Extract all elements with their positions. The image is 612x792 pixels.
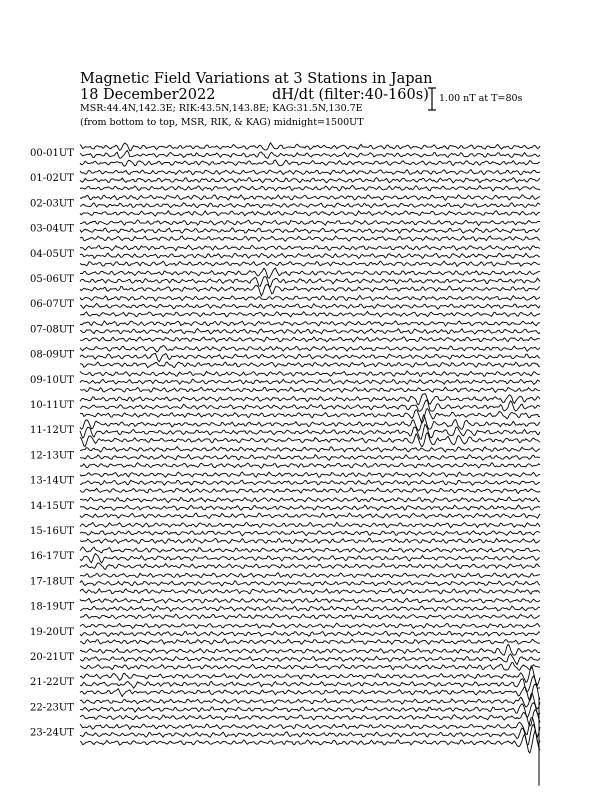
trace-msr: [80, 311, 540, 317]
hour-label: 16-17UT: [30, 551, 74, 563]
trace-kag: [80, 623, 540, 628]
trace-rik: [80, 676, 540, 692]
trace-rik: [80, 277, 540, 287]
hour-label: 00-01UT: [30, 148, 74, 159]
hour-label: 03-04UT: [30, 223, 74, 235]
trace-rik: [80, 531, 540, 536]
trace-kag: [80, 644, 540, 655]
trace-rik: [80, 554, 540, 563]
trace-rik: [80, 480, 540, 485]
trace-rik: [80, 455, 540, 461]
trace-rik: [80, 606, 540, 611]
trace-kag: [80, 346, 540, 352]
trace-rik: [80, 581, 540, 586]
trace-rik: [80, 228, 540, 233]
hour-label: 18-19UT: [30, 601, 74, 613]
trace-rik: [80, 654, 540, 665]
hour-label: 02-03UT: [30, 198, 74, 210]
trace-kag: [80, 268, 540, 278]
hour-label: 01-02UT: [30, 173, 74, 185]
trace-rik: [80, 203, 540, 208]
trace-msr: [80, 563, 540, 569]
trace-rik: [80, 725, 540, 745]
trace-kag: [80, 170, 540, 175]
hour-label: 07-08UT: [30, 324, 74, 336]
trace-msr: [80, 639, 540, 644]
trace-msr: [80, 337, 540, 342]
trace-rik: [80, 505, 540, 510]
hour-label: 22-23UT: [30, 702, 74, 714]
trace-msr: [80, 433, 540, 447]
hour-label: 12-13UT: [30, 450, 74, 462]
trace-kag: [80, 195, 540, 201]
hour-label: 23-24UT: [30, 727, 74, 739]
hour-labels: [30, 148, 74, 739]
scale-bar-label: 1.00 nT at T=80s: [439, 93, 523, 104]
trace-kag: [80, 598, 540, 603]
trace-msr: [80, 513, 540, 518]
trace-kag: [80, 497, 540, 503]
trace-msr: [80, 285, 540, 296]
trace-kag: [80, 547, 540, 553]
trace-msr: [80, 160, 540, 166]
trace-msr: [80, 463, 540, 468]
trace-kag: [80, 472, 540, 477]
hour-label: 06-07UT: [30, 299, 74, 311]
trace-kag: [80, 295, 540, 301]
hour-label: 17-18UT: [30, 576, 74, 588]
hour-label: 08-09UT: [30, 349, 74, 361]
trace-msr: [80, 731, 540, 753]
trace-kag: [80, 447, 540, 452]
trace-kag: [80, 321, 540, 326]
hour-label: 15-16UT: [30, 526, 74, 537]
trace-kag: [80, 394, 540, 405]
trace-msr: [80, 488, 540, 494]
trace-msr: [80, 614, 540, 619]
trace-msr: [80, 589, 540, 594]
trace-kag: [80, 220, 540, 226]
trace-msr: [80, 684, 540, 701]
trace-rik: [80, 178, 540, 183]
trace-msr: [80, 362, 540, 368]
trace-msr: [80, 211, 540, 217]
filter-label: dH/dt (filter:40-160s): [272, 87, 429, 103]
trace-kag: [80, 717, 540, 736]
trace-rik: [80, 379, 540, 384]
trace-rik: [80, 253, 540, 258]
hour-label: 04-05UT: [30, 248, 74, 260]
station-order-note: (from bottom to top, MSR, RIK, & KAG) midnight=1500UT: [80, 117, 364, 128]
hour-label: 13-14UT: [30, 475, 74, 487]
hour-label: 19-20UT: [30, 626, 74, 638]
trace-kag: [80, 573, 540, 578]
trace-kag: [80, 371, 540, 376]
trace-rik: [80, 303, 540, 309]
trace-msr: [80, 409, 540, 423]
trace-rik: [80, 703, 540, 718]
trace-msr: [80, 538, 540, 543]
trace-kag: [80, 143, 540, 151]
trace-msr: [80, 662, 540, 670]
hour-label: 20-21UT: [30, 652, 74, 663]
chart-title: Magnetic Field Variations at 3 Stations in Japan: [80, 71, 433, 87]
trace-msr: [80, 186, 540, 192]
hour-label: 14-15UT: [30, 500, 74, 512]
hour-label: 21-22UT: [30, 677, 74, 689]
trace-msr: [80, 387, 540, 392]
trace-kag: [80, 522, 540, 527]
trace-rik: [80, 329, 540, 334]
trace-rik: [80, 400, 540, 411]
hour-label: 11-12UT: [30, 425, 74, 437]
hour-label: 10-11UT: [30, 400, 74, 411]
trace-rik: [80, 424, 540, 439]
date-label: 18 December2022: [80, 87, 216, 103]
trace-msr: [80, 236, 540, 242]
hour-label: 09-10UT: [30, 374, 74, 386]
station-coordinates: MSR:44.4N,142.3E; RIK:43.5N,143.8E; KAG:31.5N,130.7E: [80, 103, 363, 114]
traces: [80, 143, 540, 786]
trace-kag: [80, 245, 540, 250]
trace-kag: [80, 415, 540, 431]
trace-msr: [80, 261, 540, 266]
trace-rik: [80, 631, 540, 636]
trace-rik: [80, 354, 540, 362]
hour-label: 05-06UT: [30, 274, 74, 285]
trace-rik: [80, 151, 540, 159]
trace-msr: [80, 710, 540, 726]
